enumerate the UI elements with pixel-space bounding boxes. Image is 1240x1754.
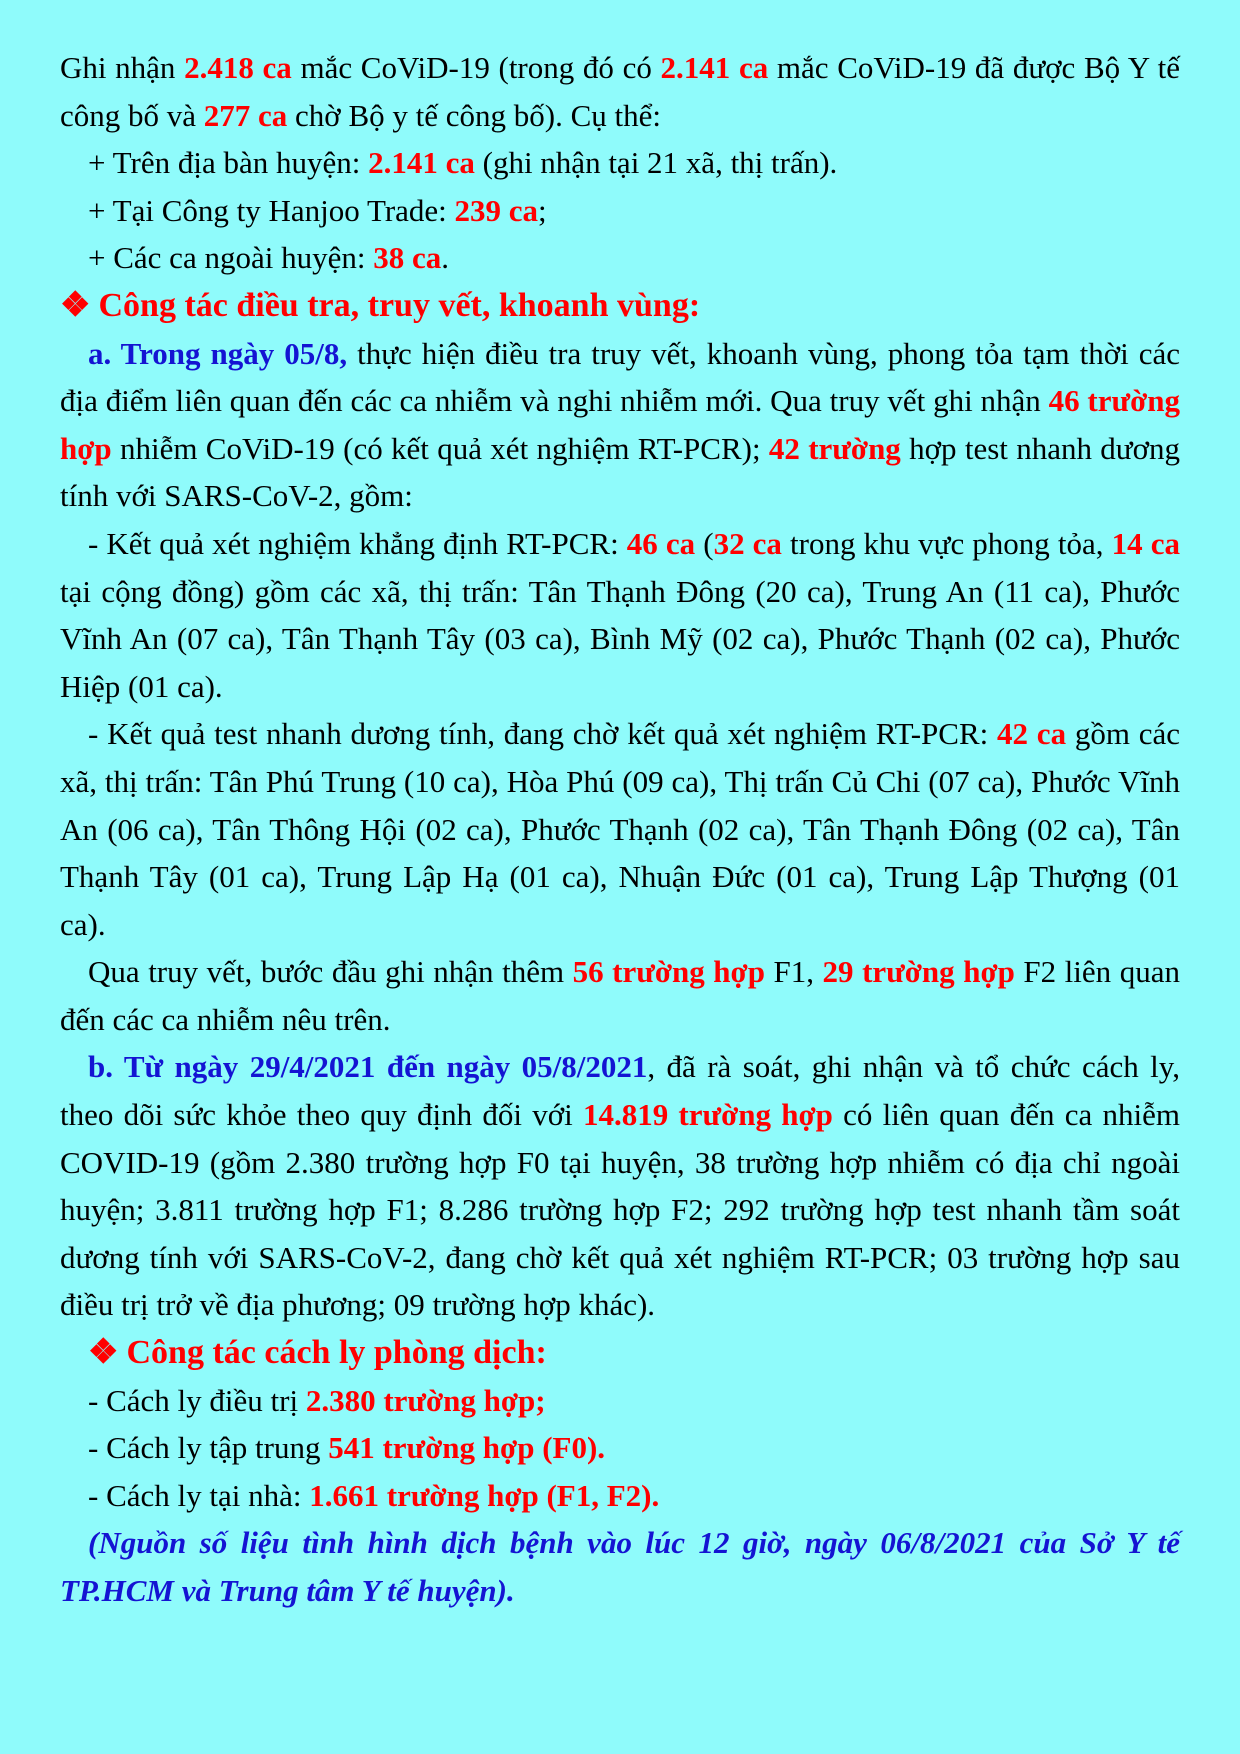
isolation-label: - Cách ly điều trị: [88, 1382, 306, 1418]
paragraph-b: [60, 1043, 1180, 1329]
section-title: Công tác cách ly phòng dịch:: [126, 1334, 547, 1372]
isolation-item-home: [60, 1472, 1180, 1520]
paragraph-b-value-1: 14.819 trường hợp: [582, 1097, 833, 1133]
intro-text-4: chờ Bộ y tế công bố). Cụ thể:: [287, 97, 661, 133]
pcr-text-3: trong khu vực phong tỏa,: [781, 525, 1112, 561]
trace-value-2: 29 trường hợp: [822, 954, 1015, 990]
data-source-note: (Nguồn số liệu tình hình dịch bệnh vào lúc 12 giờ, ngày 06/8/2021 của Sở Y tế TP.HCM và Trung tâm Y tế huyện).: [60, 1525, 1180, 1608]
intro-text-2: mắc CoViD-19 (trong đó có: [291, 50, 661, 85]
pending-cases: 277 ca: [203, 97, 288, 133]
intro-text-3: mắc CoViD-19 đã được Bộ Y tế công bố và: [60, 50, 1180, 133]
breakdown-item-district: [60, 139, 1180, 187]
isolation-label: - Cách ly tập trung: [88, 1430, 329, 1466]
paragraph-a-lead: a. Trong ngày 05/8,: [88, 335, 348, 371]
paragraph-a: [60, 330, 1180, 520]
section-title: Công tác điều tra, truy vết, khoanh vùng:: [98, 286, 701, 324]
rapid-text-1: - Kết quả test nhanh dương tính, đang chờ kết quả xét nghiệm RT-PCR:: [88, 716, 998, 752]
paragraph-a-value-2: 42 trường: [768, 430, 901, 466]
breakdown-label: + Tại Công ty Hanjoo Trade:: [88, 192, 455, 228]
trace-value-1: 56 trường hợp: [572, 954, 765, 990]
breakdown-label: + Các ca ngoài huyện:: [88, 240, 374, 276]
isolation-item-centralized: [60, 1424, 1180, 1472]
rapid-test-paragraph: [60, 710, 1180, 948]
rapid-text-2: gồm các xã, thị trấn: Tân Phú Trung (10 ca), Hòa Phú (09 ca), Thị trấn Củ Chi (07 ca), Phước Vĩnh An (06 ca), Tân Thông Hội (02 ca), Phước Thạnh (02 ca), Tân Thạnh Đông (02 ca), Tân Thạnh Tây (01 ca), Trung Lập Hạ (01 ca), Nhuận Đức (01 ca), Trung Lập Thượng (01 ca).: [60, 716, 1181, 942]
breakdown-note: ;: [538, 192, 547, 228]
paragraph-b-text-2: có liên quan đến ca nhiễm COVID-19 (gồm 2.380 trường hợp F0 tại huyện, 38 trường hợp nhiễm có địa chỉ ngoài huyện; 3.811 trường hợp F1; 8.286 trường hợp F2; 292 trường hợp test nhanh tầm soát dương tính với SARS-CoV-2, đang chờ kết quả xét nghiệm RT-PCR; 03 trường hợp sau điều trị trở về địa phương; 09 trường hợp khác).: [60, 1097, 1180, 1323]
section-heading-isolation: [60, 1329, 1180, 1377]
diamond-bullet-icon: ❖: [60, 286, 91, 324]
isolation-value: 541 trường hợp (F0).: [328, 1430, 606, 1466]
pcr-result-paragraph: [60, 520, 1180, 710]
rapid-value-1: 42 ca: [997, 716, 1067, 752]
pcr-text-1: - Kết quả xét nghiệm khẳng định RT-PCR:: [88, 525, 627, 561]
breakdown-label: + Trên địa bàn huyện:: [88, 145, 369, 181]
pcr-text-4: tại cộng đồng) gồm các xã, thị trấn: Tân Thạnh Đông (20 ca), Trung An (11 ca), Phước Vĩnh An (07 ca), Tân Thạnh Tây (03 ca), Bình Mỹ (02 ca), Phước Thạnh (02 ca), Phước Hiệp (01 ca).: [60, 573, 1180, 704]
breakdown-value: 38 ca: [373, 240, 442, 276]
paragraph-a-text-3: hợp test nhanh dương tính với SARS-CoV-2, gồm:: [60, 430, 1180, 514]
breakdown-note: .: [441, 240, 449, 276]
isolation-value: 2.380 trường hợp;: [305, 1382, 546, 1418]
trace-text-1: Qua truy vết, bước đầu ghi nhận thêm: [88, 954, 573, 990]
pcr-text-2: (: [695, 525, 714, 561]
paragraph-a-text-2: nhiễm CoViD-19 (có kết quả xét nghiệm RT-PCR);: [111, 430, 769, 466]
isolation-item-treatment: [60, 1377, 1180, 1425]
pcr-value-1: 46 ca: [626, 525, 696, 561]
breakdown-value: 239 ca: [454, 192, 539, 228]
announced-cases: 2.141 ca: [660, 50, 769, 85]
trace-text-3: F2 liên quan đến các ca nhiễm nêu trên.: [60, 954, 1180, 1037]
breakdown-note: (ghi nhận tại 21 xã, thị trấn).: [474, 145, 838, 181]
isolation-value: 1.661 trường hợp (F1, F2).: [309, 1477, 660, 1513]
breakdown-item-outside: [60, 234, 1180, 282]
trace-paragraph: [60, 948, 1180, 1043]
paragraph-b-lead: b. Từ ngày 29/4/2021 đến ngày 05/8/2021: [88, 1049, 648, 1085]
paragraph-b-text-1: , đã rà soát, ghi nhận và tổ chức cách ly, theo dõi sức khỏe theo quy định đối với: [60, 1049, 1180, 1133]
isolation-label: - Cách ly tại nhà:: [88, 1477, 310, 1513]
pcr-value-2: 32 ca: [713, 525, 782, 561]
intro-text-1: Ghi nhận: [60, 50, 185, 85]
pcr-value-3: 14 ca: [1111, 525, 1180, 561]
breakdown-item-company: [60, 187, 1180, 235]
paragraph-a-text-1: thực hiện điều tra truy vết, khoanh vùng, phong tỏa tạm thời các địa điểm liên quan đến các ca nhiễm và nghi nhiễm mới. Qua truy vết ghi nhận: [60, 335, 1181, 419]
total-cases: 2.418 ca: [184, 50, 292, 85]
trace-text-2: F1,: [764, 954, 823, 990]
paragraph-a-value-1: 46 trường hợp: [60, 383, 1181, 466]
section-heading-investigation: [60, 282, 1180, 330]
breakdown-value: 2.141 ca: [368, 145, 475, 181]
diamond-bullet-icon: ❖: [88, 1334, 119, 1372]
intro-paragraph: [60, 44, 1180, 139]
